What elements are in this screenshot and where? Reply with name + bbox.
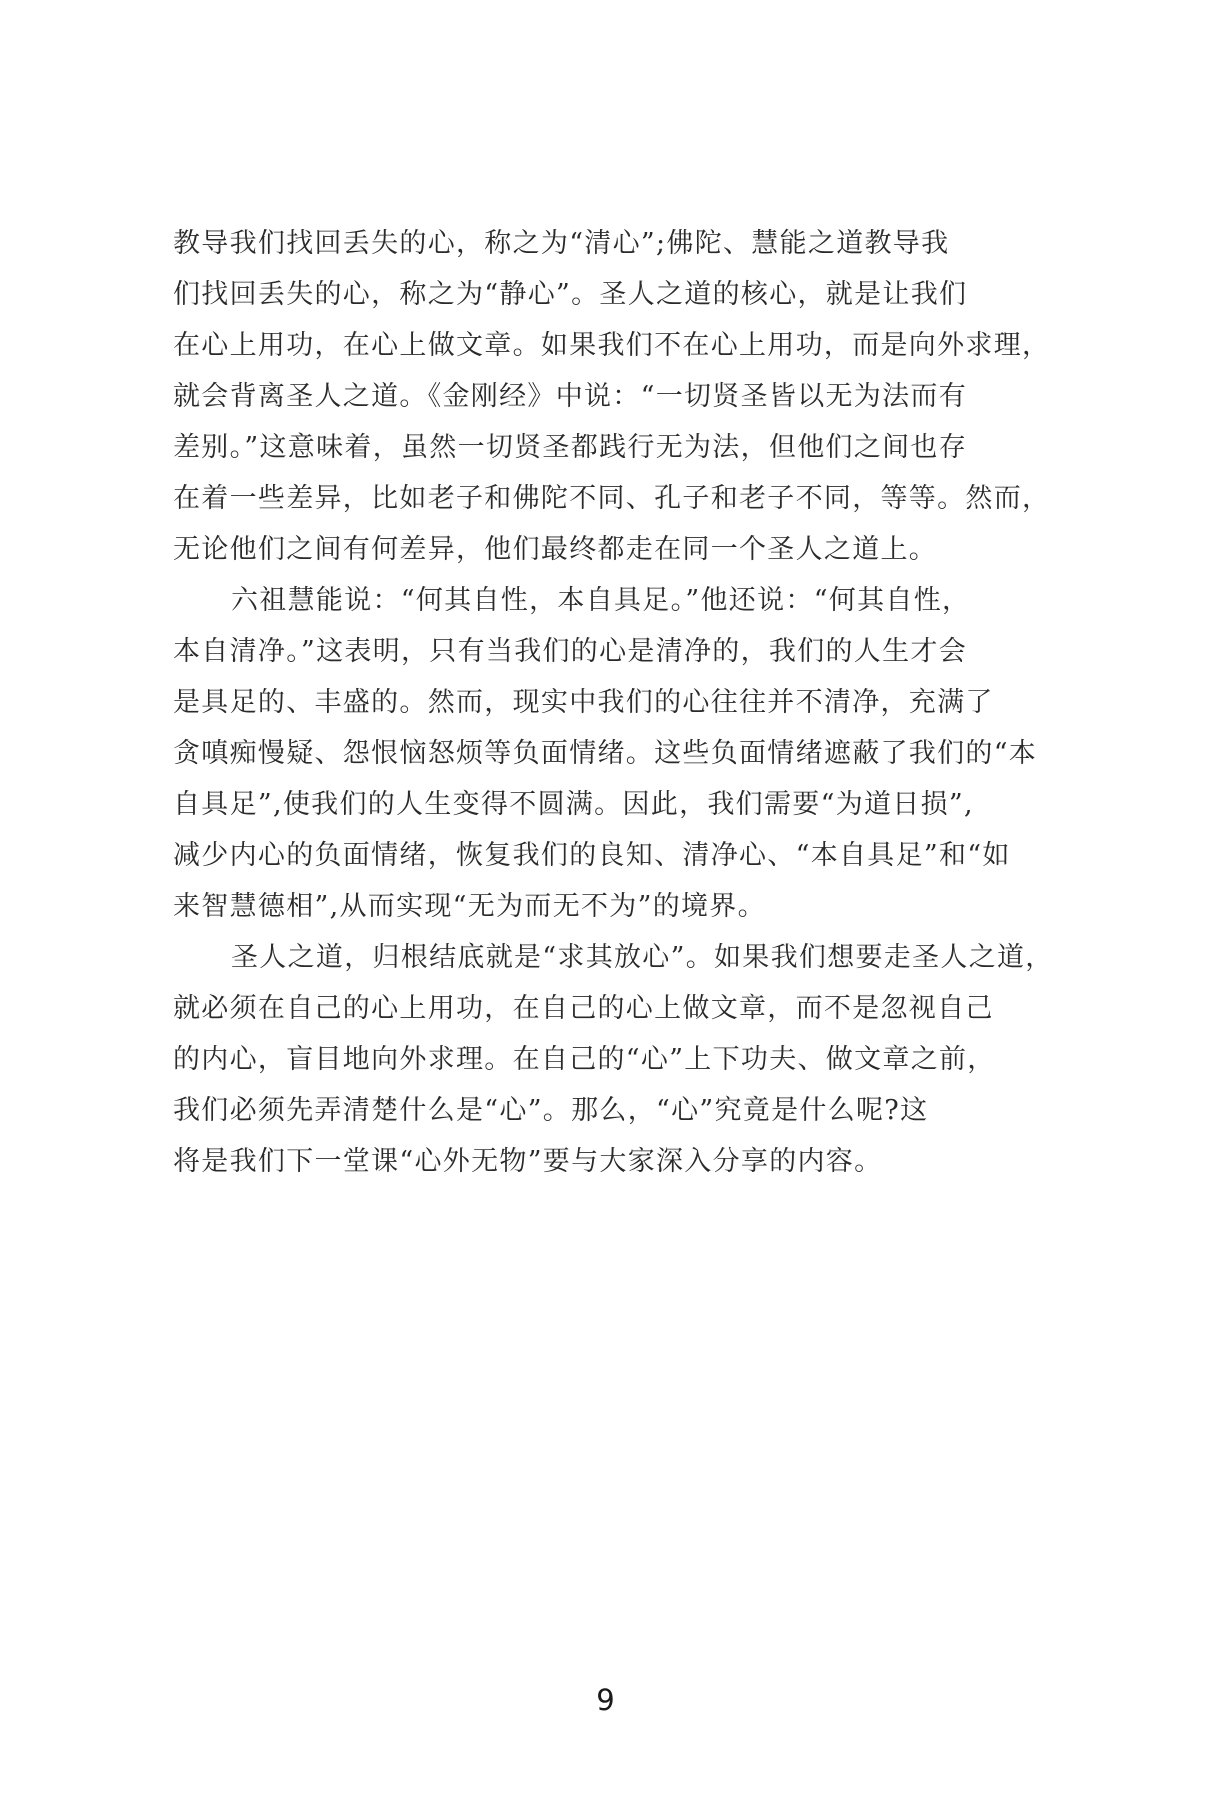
text-line: 就会背离圣人之道。《金刚经》中说：“一切贤圣皆以无为法而有 xyxy=(173,381,968,412)
text-line: 们找回丢失的心，称之为“静心”。圣人之道的核心，就是让我们 xyxy=(173,279,968,310)
text-line: 减少内心的负面情绪，恢复我们的良知、清净心、“本自具足”和“如 xyxy=(173,840,1011,871)
body-text xyxy=(173,218,1054,1187)
text-line: 我们必须先弄清楚什么是“心”。那么，“心”究竟是什么呢?这 xyxy=(173,1095,929,1126)
text-line: 教导我们找回丢失的心，称之为“清心”;佛陀、慧能之道教导我 xyxy=(173,228,950,259)
text-line: 将是我们下一堂课“心外无物”要与大家深入分享的内容。 xyxy=(173,1146,883,1177)
text-line: 差别。”这意味着，虽然一切贤圣都践行无为法，但他们之间也存 xyxy=(173,432,968,463)
text-line: 在心上用功，在心上做文章。如果我们不在心上用功，而是向外求理， xyxy=(173,330,1051,361)
text-line: 就必须在自己的心上用功，在自己的心上做文章，而不是忽视自己 xyxy=(173,993,994,1024)
text-line: 六祖慧能说：“何其自性，本自具足。”他还说：“何其自性， xyxy=(231,585,971,616)
text-line: 本自清净。”这表明，只有当我们的心是清净的，我们的人生才会 xyxy=(173,636,968,667)
text-line: 在着一些差异，比如老子和佛陀不同、孔子和老子不同，等等。然而， xyxy=(173,483,1051,514)
page-number: 9 xyxy=(596,1683,615,1717)
text-line: 来智慧德相”,从而实现“无为而无不为”的境界。 xyxy=(173,891,766,922)
text-line: 的内心，盲目地向外求理。在自己的“心”上下功夫、做文章之前， xyxy=(173,1044,996,1075)
text-line: 贪嗔痴慢疑、怨恨恼怒烦等负面情绪。这些负面情绪遮蔽了我们的“本 xyxy=(173,738,1038,769)
text-line: 自具足”,使我们的人生变得不圆满。因此，我们需要“为道日损”, xyxy=(173,789,974,820)
text-line: 是具足的、丰盛的。然而，现实中我们的心往往并不清净，充满了 xyxy=(173,687,994,718)
text-line: 圣人之道，归根结底就是“求其放心”。如果我们想要走圣人之道， xyxy=(231,942,1054,973)
text-line: 无论他们之间有何差异，他们最终都走在同一个圣人之道上。 xyxy=(173,534,938,565)
